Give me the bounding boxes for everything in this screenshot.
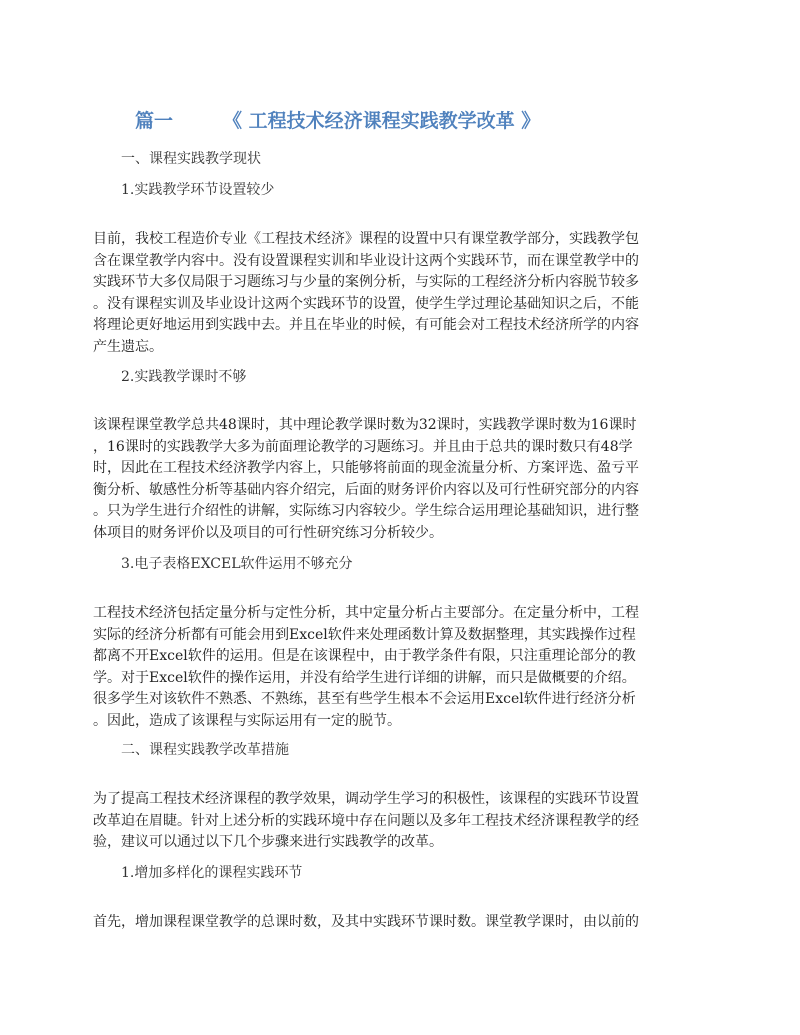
paragraph xyxy=(93,912,707,934)
subsection-heading: 1.实践教学环节设置较少 xyxy=(121,182,275,198)
paragraph-line: 。只为学生进行介绍性的讲解，实际练习内容较少。学生综合运用理论基础知识，进行整 xyxy=(93,503,639,519)
paragraph-line: 验，建议可以通过以下几个步骤来进行实践教学的改革。 xyxy=(93,834,443,850)
section-heading: 二、课程实践教学改革措施 xyxy=(121,742,289,758)
paragraph xyxy=(93,415,707,544)
paragraph xyxy=(93,603,707,732)
paragraph-line: 时，因此在工程技术经济教学内容上，只能够将前面的现金流量分析、方案评选、盈亏平 xyxy=(93,460,639,476)
paragraph-line: 该课程课堂教学总共48课时，其中理论教学课时数为32课时，实践教学课时数为16课时 xyxy=(93,417,637,433)
paragraph-line: 衡分析、敏感性分析等基础内容介绍完，后面的财务评价内容以及可行性研究部分的内容 xyxy=(93,481,639,498)
paragraph-line: 产生遗忘。 xyxy=(93,338,163,355)
paragraph-line: 。没有课程实训及毕业设计这两个实践环节的设置，使学生学过理论基础知识之后，不能 xyxy=(93,295,639,312)
subsection-heading: 2.实践教学课时不够 xyxy=(121,369,247,385)
paragraph xyxy=(93,789,707,854)
title-text: 《 工程技术经济课程实践教学改革 》 xyxy=(223,110,541,132)
section-heading: 一、课程实践教学现状 xyxy=(121,151,261,167)
paragraph-line: 将理论更好地运用到实践中去。并且在毕业的时候，有可能会对工程技术经济所学的内容 xyxy=(93,317,639,333)
paragraph-line: 学。对于Excel软件的操作运用，并没有给学生进行详细的讲解，而只是做概要的介绍。 xyxy=(93,669,636,686)
paragraph-line: ，16课时的实践教学大多为前面理论教学的习题练习。并且由于总共的课时数只有48学 xyxy=(93,438,633,455)
paragraph-line: 含在课堂教学内容中。没有设置课程实训和毕业设计这两个实践环节，而在课堂教学中的 xyxy=(93,252,639,269)
subsection-heading: 3.电子表格EXCEL软件运用不够充分 xyxy=(121,556,353,572)
paragraph-line: 实际的经济分析都有可能会用到Excel软件来处理函数计算及数据整理，其实践操作过程 xyxy=(93,626,636,643)
paragraph-line: 目前，我校工程造价专业《工程技术经济》课程的设置中只有课堂教学部分，实践教学包 xyxy=(93,231,639,247)
paragraph-line: 都离不开Excel软件的运用。但是在该课程中，由于教学条件有限，只注重理论部分的教 xyxy=(93,648,636,664)
subsection-heading: 1.增加多样化的课程实践环节 xyxy=(121,865,303,881)
document-title xyxy=(135,106,540,133)
paragraph xyxy=(93,229,707,358)
paragraph-line: 。因此，造成了该课程与实际运用有一定的脱节。 xyxy=(93,712,401,729)
paragraph-line: 改革迫在眉睫。针对上述分析的实践环境中存在问题以及多年工程技术经济课程教学的经 xyxy=(93,812,639,829)
paragraph-line: 实践环节大多仅局限于习题练习与少量的案例分析，与实际的工程经济分析内容脱节较多 xyxy=(93,274,639,290)
paragraph-line: 体项目的财务评价以及项目的可行性研究练习分析较少。 xyxy=(93,524,443,541)
paragraph-line: 很多学生对该软件不熟悉、不熟练，甚至有些学生根本不会运用Excel软件进行经济分析 xyxy=(93,691,636,707)
paragraph-line: 为了提高工程技术经济课程的教学效果，调动学生学习的积极性，该课程的实践环节设置 xyxy=(93,791,639,807)
title-prefix: 篇一 xyxy=(135,110,174,132)
paragraph-line: 工程技术经济包括定量分析与定性分析，其中定量分析占主要部分。在定量分析中，工程 xyxy=(93,605,639,621)
paragraph-line: 首先，增加课程课堂教学的总课时数，及其中实践环节课时数。课堂教学课时，由以前的 xyxy=(93,914,639,930)
